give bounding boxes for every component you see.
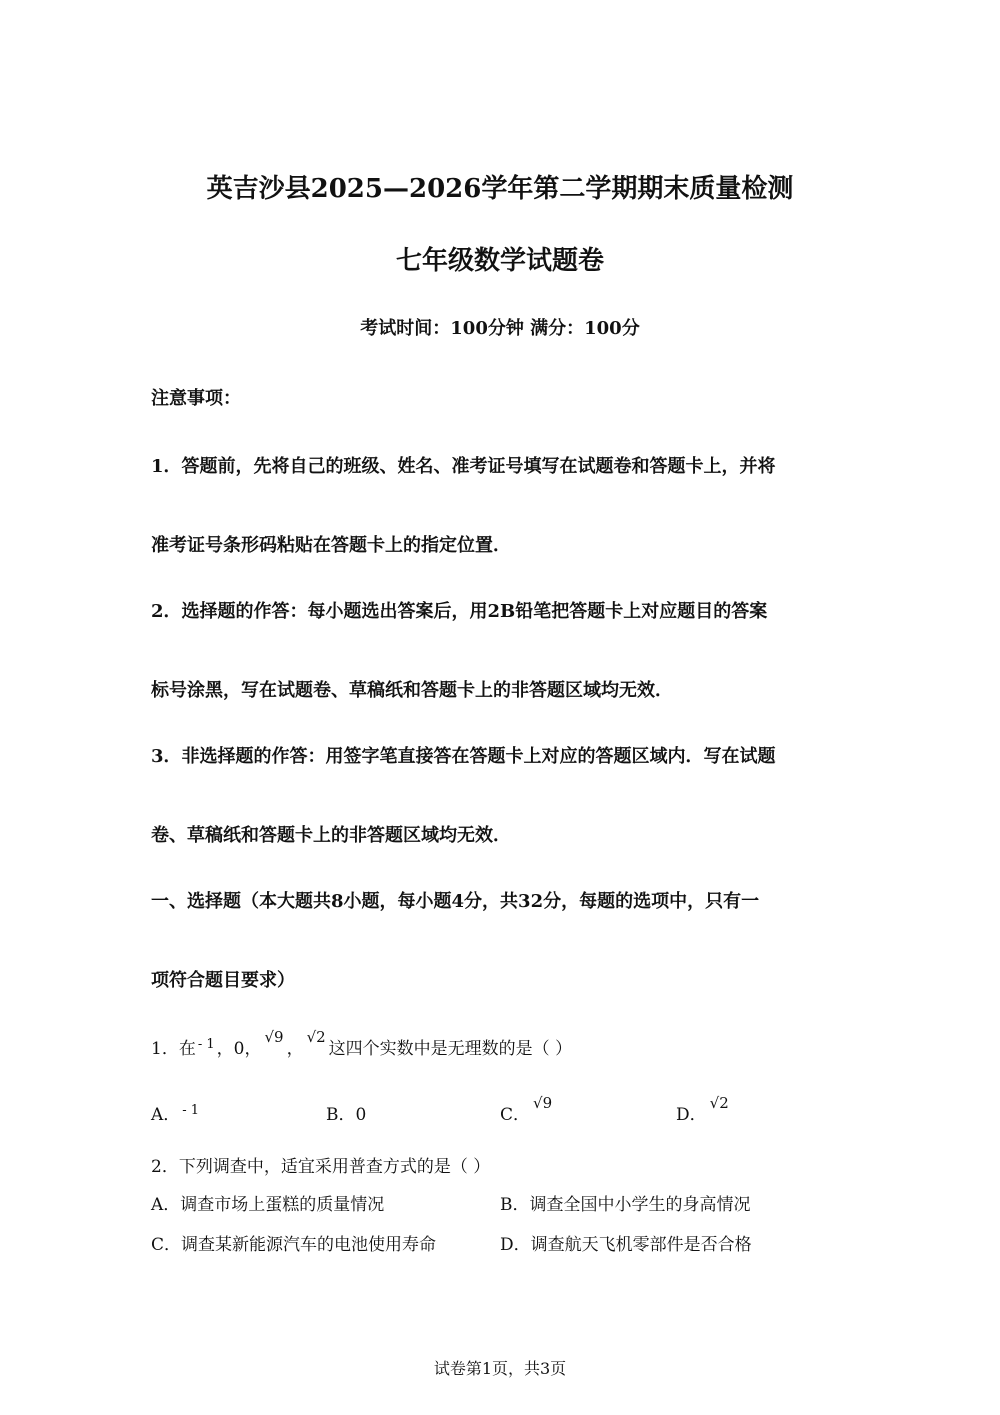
notice-line: 3．非选择题的作答：用签字笔直接答在答题卡上对应的答题区域内．写在试题 — [151, 746, 776, 767]
notice-line: 标号涂黑，写在试题卷、草稿纸和答题卡上的非答题区域均无效． — [151, 680, 673, 701]
option-label: A． — [151, 1105, 181, 1125]
question-2-stem: 2．下列调查中，适宜采用普查方式的是（ ） — [151, 1157, 491, 1177]
question-1-stem — [151, 1028, 573, 1059]
option-label: C． — [500, 1105, 531, 1125]
q2-option-c: C．调查某新能源汽车的电池使用寿命 — [151, 1235, 437, 1255]
q1-option-b — [326, 1100, 366, 1125]
exam-title: 英吉沙县2025—2026学年第二学期期末质量检测 — [206, 174, 794, 204]
option-label: B． — [326, 1105, 356, 1125]
q1-option-d — [676, 1094, 732, 1125]
q1-suffix: 这四个实数中是无理数的是（ ） — [328, 1039, 573, 1059]
q1-option-a — [151, 1100, 201, 1125]
section-heading: 一、选择题（本大题共8小题，每小题4分，共32分，每题的选项中，只有一 — [151, 891, 760, 912]
q1-option-c — [500, 1094, 555, 1125]
q2-option-b: B．调查全国中小学生的身高情况 — [500, 1195, 751, 1215]
notice-heading: 注意事项： — [151, 388, 241, 409]
notice-line: 准考证号条形码粘贴在答题卡上的指定位置． — [151, 535, 511, 556]
option-value: 0 — [355, 1105, 367, 1125]
q1-sqrt-nine: √9 — [264, 1028, 284, 1046]
exam-meta: 考试时间：100分钟 满分：100分 — [360, 318, 640, 339]
option-value: √9 — [533, 1094, 553, 1112]
q2-option-d: D．调查航天飞机零部件是否合格 — [500, 1235, 752, 1255]
exam-subtitle: 七年级数学试题卷 — [395, 246, 604, 276]
notice-line: 1．答题前，先将自己的班级、姓名、准考证号填写在试题卷和答题卡上，并将 — [151, 456, 776, 477]
option-value: √2 — [709, 1094, 729, 1112]
q1-number-neg-one: - 1 — [197, 1037, 215, 1052]
q1-separator: ， — [286, 1039, 304, 1059]
option-value: - 1 — [182, 1103, 200, 1118]
q1-sqrt-two: √2 — [306, 1028, 326, 1046]
notice-line: 卷、草稿纸和答题卡上的非答题区域均无效． — [151, 825, 511, 846]
notice-line: 2．选择题的作答：每小题选出答案后，用2B铅笔把答题卡上对应题目的答案 — [151, 601, 768, 622]
q1-separator: ，0， — [216, 1039, 262, 1059]
q2-option-a: A．调查市场上蛋糕的质量情况 — [151, 1195, 385, 1215]
page-footer: 试卷第1页，共3页 — [433, 1359, 567, 1378]
q1-prefix: 1．在 — [151, 1039, 196, 1059]
section-heading-cont: 项符合题目要求） — [151, 970, 295, 991]
option-label: D． — [676, 1105, 707, 1125]
